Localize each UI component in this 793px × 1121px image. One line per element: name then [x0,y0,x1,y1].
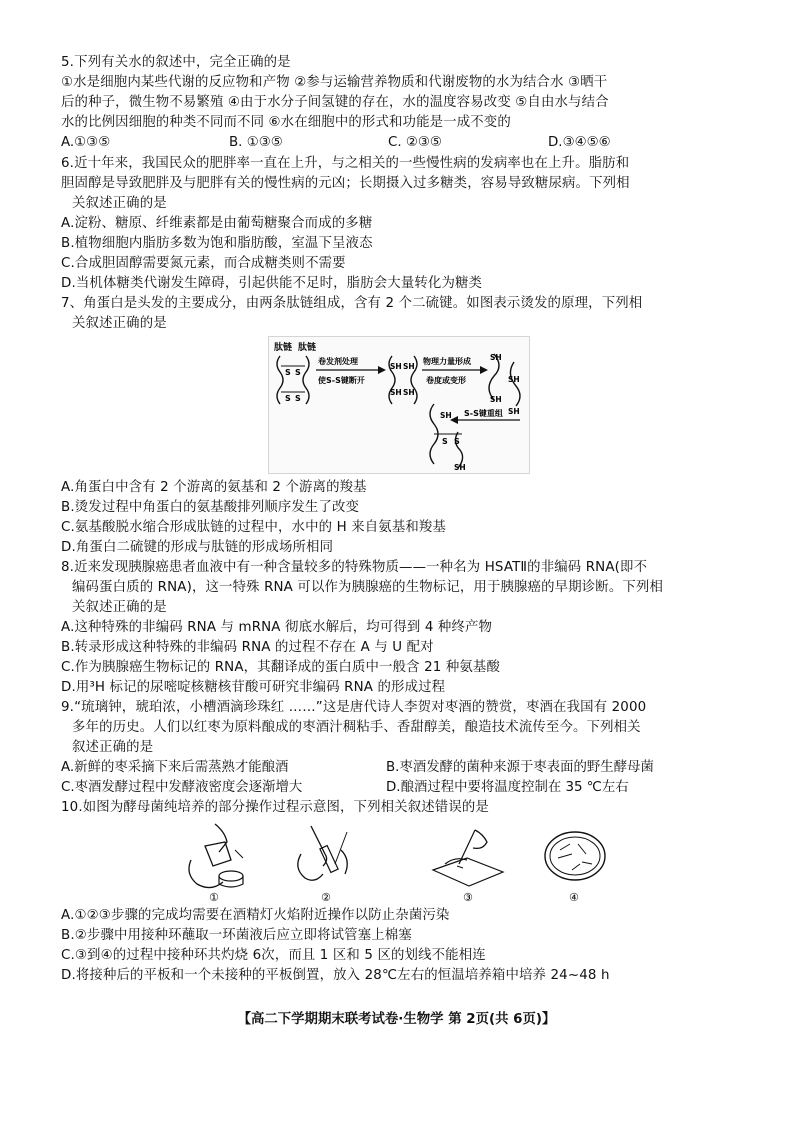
q7-option-d: D.角蛋白二硫键的形成与肽链的形成场所相同 [61,540,334,555]
yeast-culture-figure [175,820,615,904]
q7-line2: 关叙述正确的是 [72,316,167,331]
q8-option-a: A.这种特殊的非编码 RNA 与 mRNA 彻底水解后，均可得到 4 种终产物 [61,620,493,635]
q8-line2: 编码蛋白质的 RNA)，这一特殊 RNA 可以作为胰腺癌的生物标记，用于胰腺癌的早期诊断。下列相 [72,580,663,595]
sh-label: SH [440,411,452,420]
q9-line1: 9.“琉璃钟，琥珀浓，小槽酒滴珍珠红 ……”这是唐代诗人李贺对枣酒的赞赏，枣酒在我国有 2000 [61,700,647,715]
q7-option-c: C.氨基酸脱水缩合形成肽链的过程中，水中的 H 来自氨基和羧基 [61,520,446,535]
q5-line1: ①水是细胞内某些代谢的反应物和产物 ②参与运输营养物质和代谢废物的水为结合水 ③晒干 [61,75,608,90]
s-label: S [285,368,291,377]
step-label-1: ① [209,891,219,904]
q7-option-b: B.烫发过程中角蛋白的氨基酸排列顺序发生了改变 [61,500,360,515]
q9-option-d: D.酿酒过程中要将温度控制在 35 ℃左右 [386,780,629,795]
arrow2-top-label: 物理力量形成 [423,357,471,366]
q10-line1: 10.如图为酵母菌纯培养的部分操作过程示意图，下列相关叙述错误的是 [61,800,489,815]
q5-line3: 水的比例因细胞的种类不同而不同 ⑥水在细胞中的形式和功能是一成不变的 [61,115,511,130]
q5-stem: 5.下列有关水的叙述中，完全正确的是 [61,55,291,70]
arrow1-bottom-label: 使S-S键断开 [318,376,365,385]
q6-line1: 6.近十年来，我国民众的肥胖率一直在上升，与之相关的一些慢性病的发病率也在上升。脂肪和 [61,156,630,171]
s-label: S [295,394,301,403]
sh-label: SH [490,395,502,404]
step4-petri-dish-illustration [545,832,605,880]
s-label: S [285,394,291,403]
arrow2-bottom-label: 卷度或变形 [426,376,466,385]
s-label: S [295,368,301,377]
q6-option-b: B.植物细胞内脂肪多数为饱和脂肪酸，室温下呈液态 [61,236,373,251]
sh-label: SH [390,388,402,397]
sh-label: SH [508,407,520,416]
sh-label: SH [390,362,402,371]
perm-diagram [268,336,530,474]
step-label-3: ③ [463,891,473,904]
sh-label: SH [490,353,502,362]
q8-line1: 8.近来发现胰腺癌患者血液中有一种含量较多的特殊物质——一种名为 HSATⅡ的非编码 RNA(即不 [61,560,648,575]
q5-option-a: A.①③⑤ [61,135,111,150]
q8-option-d: D.用³H 标记的尿嘧啶核糖核苷酸可研究非编码 RNA 的形成过程 [61,680,446,695]
sh-label: SH [403,362,415,371]
q9-option-a: A.新鲜的枣采摘下来后需蒸熟才能酿酒 [61,760,289,775]
q8-line3: 关叙述正确的是 [72,600,167,615]
q10-option-b: B.②步骤中用接种环蘸取一环菌液后应立即将试管塞上棉塞 [61,928,412,943]
q7-line1: 7、角蛋白是头发的主要成分，由两条肽链组成，含有 2 个二硫键。如图表示烫发的原理，下列相 [61,296,643,311]
q5-line2: 后的种子，微生物不易繁殖 ④由于水分子间氢键的存在，水的温度容易改变 ⑤自由水与结合 [61,95,609,110]
step3-streaking-illustration [433,830,503,886]
q10-option-c: C.③到④的过程中接种环共灼烧 6次，而且 1 区和 5 区的划线不能相连 [61,948,486,963]
sh-label: SH [508,375,520,384]
q10-option-a: A.①②③步骤的完成均需要在酒精灯火焰附近操作以防止杂菌污染 [61,908,450,923]
q8-option-c: C.作为胰腺癌生物标记的 RNA，其翻译成的蛋白质中一般含 21 种氨基酸 [61,660,500,675]
q6-option-c: C.合成胆固醇需要氮元素，而合成糖类则不需要 [61,256,346,271]
sh-label: SH [403,388,415,397]
q9-line3: 叙述正确的是 [72,740,154,755]
s-label: S [442,437,448,446]
step-label-2: ② [321,891,331,904]
culture-steps-diagram [175,820,615,904]
s-label: S [454,437,460,446]
step2-inoculation-illustration [298,826,347,880]
arrow3-label: S-S键重组 [464,409,503,418]
q8-option-b: B.转录形成这种特殊的非编码 RNA 的过程不存在 A 与 U 配对 [61,640,434,655]
q6-option-d: D.当机体糖类代谢发生障碍，引起供能不足时，脂肪会大量转化为糖类 [61,276,483,291]
page-footer: 【高二下学期期末联考试卷·生物学 第 2页(共 6页)】 [237,1012,556,1027]
q9-line2: 多年的历史。人们以红枣为原料酿成的枣酒汁稠粘手、香甜醇美，酿造技术流传至今。下列相关 [72,720,641,735]
arrow1-top-label: 卷发剂处理 [318,357,358,366]
step-label-4: ④ [569,891,579,904]
sh-label: SH [454,463,466,472]
q5-option-c: C. ②③⑤ [388,135,442,150]
q10-option-d: D.将接种后的平板和一个未接种的平板倒置，放入 28℃左右的恒温培养箱中培养 24~48 h [61,968,610,983]
q6-line3: 关叙述正确的是 [72,196,167,211]
q7-option-a: A.角蛋白中含有 2 个游离的氨基和 2 个游离的羧基 [61,480,367,495]
q6-line2: 胆固醇是导致肥胖及与肥胖有关的慢性病的元凶；长期摄入过多糖类，容易导致糖尿病。下列相 [61,176,630,191]
perm-principle-figure [268,336,530,474]
step1-pouring-illustration [189,824,243,888]
q5-option-b: B. ①③⑤ [229,135,283,150]
q9-option-b: B.枣酒发酵的菌种来源于枣表面的野生酵母菌 [386,760,654,775]
q5-option-d: D.③④⑤⑥ [548,135,611,150]
q9-option-c: C.枣酒发酵过程中发酵液密度会逐渐增大 [61,780,303,795]
chain-label-2: 肽链 [298,343,317,353]
q6-option-a: A.淀粉、糖原、纤维素都是由葡萄糖聚合而成的多糖 [61,216,373,231]
chain-label-1: 肽链 [274,343,293,353]
